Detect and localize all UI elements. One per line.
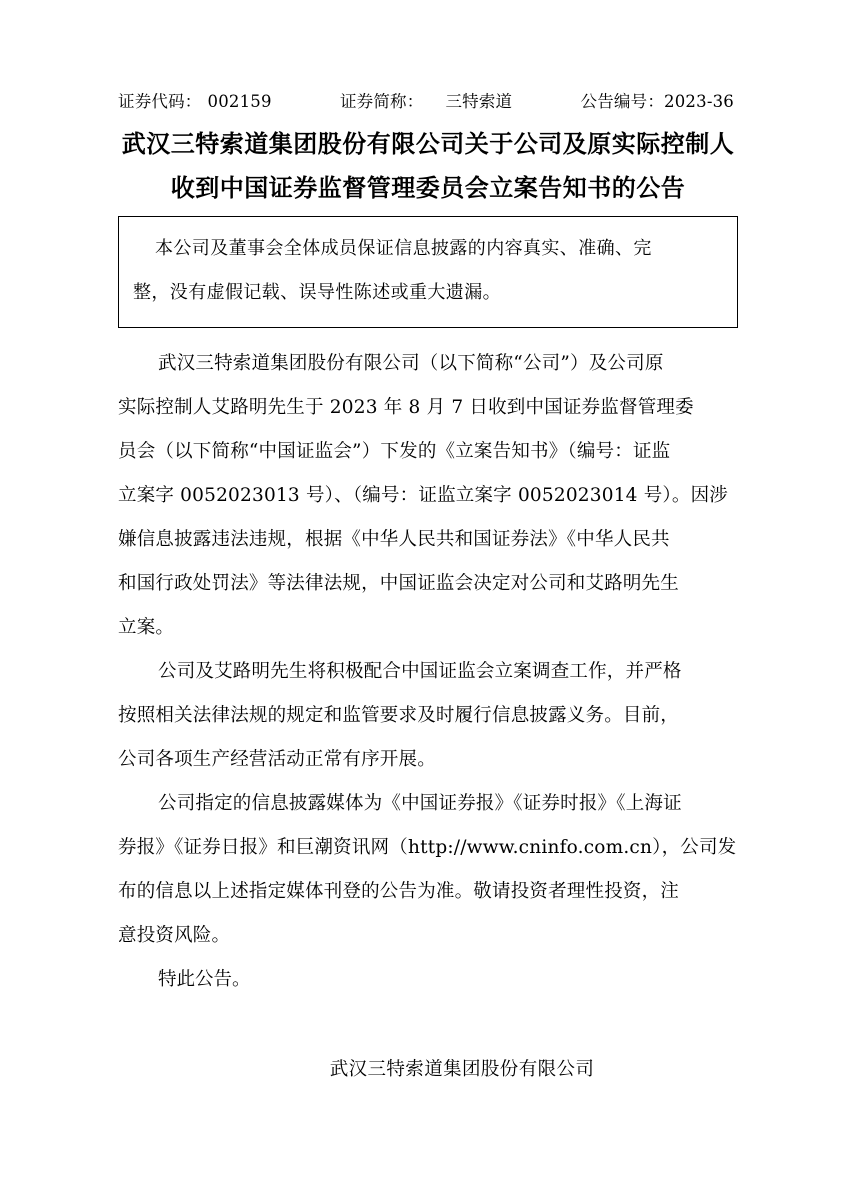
securities-code [118, 88, 272, 112]
paragraph-line: 和国行政处罚法》等法律法规，中国证监会决定对公司和艾路明先生 [118, 573, 680, 594]
document-body [118, 342, 738, 1090]
signature-company-name: 武汉三特索道集团股份有限公司 [329, 1059, 595, 1080]
page-title-line-1: 武汉三特索道集团股份有限公司关于公司及原实际控制人 [121, 130, 735, 158]
securities-code-label: 证券代码： [118, 92, 202, 111]
closing-statement [118, 958, 738, 1002]
paragraph-cooperation [118, 650, 738, 782]
disclaimer-line-1: 本公司及董事会全体成员保证信息披露的内容真实、准确、完 [155, 238, 652, 259]
paragraph-line: 按照相关法律法规的规定和监管要求及时履行信息披露义务。目前， [118, 705, 680, 726]
bulletin-number-value: 2023-36 [664, 92, 734, 111]
bulletin-number-label: 公告编号： [580, 92, 665, 111]
page-title-line-2: 收到中国证券监督管理委员会立案告知书的公告 [170, 174, 686, 202]
disclaimer-line-2: 整，没有虚假记载、误导性陈述或重大遗漏。 [133, 282, 501, 303]
paragraph-designated-media [118, 782, 738, 958]
paragraph-line: 公司各项生产经营活动正常有序开展。 [118, 749, 436, 770]
paragraph-line: 券报》《证券日报》和巨潮资讯网（http://www.cninfo.com.cn），公司发 [118, 837, 737, 858]
bulletin-number [581, 88, 734, 112]
paragraph-line: 立案。 [118, 617, 175, 638]
disclaimer-box [118, 216, 738, 328]
paragraph-line: 嫌信息披露违法违规，根据《中华人民共和国证券法》《中华人民共 [118, 529, 670, 550]
paragraph-line: 员会（以下简称“中国证监会”）下发的《立案告知书》（编号：证监 [118, 441, 671, 462]
paragraph-line: 武汉三特索道集团股份有限公司（以下简称“公司”）及公司原 [158, 353, 664, 374]
paragraph-line: 布的信息以上述指定媒体刊登的公告为准。敬请投资者理性投资，注 [118, 881, 680, 902]
securities-short-name [340, 88, 512, 112]
securities-short-name-label: 证券简称： [339, 92, 424, 111]
paragraph-line: 公司指定的信息披露媒体为《中国证券报》《证券时报》《上海证 [158, 793, 682, 814]
securities-code-value: 002159 [207, 92, 272, 111]
closing-line: 特此公告。 [158, 969, 251, 990]
securities-short-name-value: 三特索道 [445, 92, 513, 111]
document-header [118, 88, 738, 112]
paragraph-line: 公司及艾路明先生将积极配合中国证监会立案调查工作，并严格 [158, 661, 682, 682]
document-content [118, 88, 738, 1090]
paragraph-line: 意投资风险。 [118, 925, 231, 946]
paragraph-line: 立案字 0052023013 号）、（编号：证监立案字 0052023014 号）。因涉 [118, 485, 728, 506]
paragraph-line: 实际控制人艾路明先生于 2023 年 8 月 7 日收到中国证券监督管理委 [118, 397, 694, 418]
paragraph-filing-notice [118, 342, 738, 650]
page-title [118, 122, 738, 210]
